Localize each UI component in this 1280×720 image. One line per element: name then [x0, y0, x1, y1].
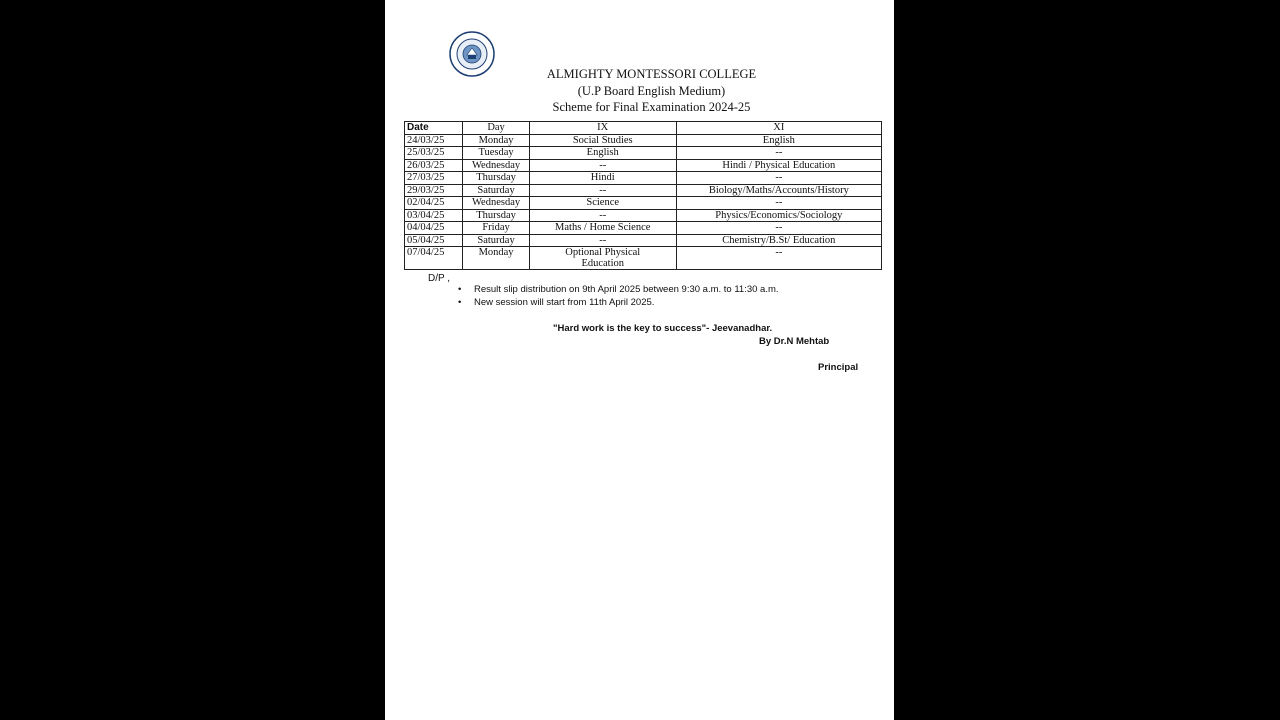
author-byline: By Dr.N Mehtab: [759, 336, 830, 347]
cell-date: 25/03/25: [405, 147, 463, 160]
cell-xi: Hindi / Physical Education: [676, 159, 881, 172]
cell-ix: --: [529, 184, 676, 197]
cell-xi: Chemistry/B.St/ Education: [676, 234, 881, 247]
cell-date: 27/03/25: [405, 172, 463, 185]
cell-date: 02/04/25: [405, 197, 463, 210]
table-row: [405, 234, 882, 247]
bullet-icon: •: [458, 297, 462, 308]
column-header-xi: XI: [676, 122, 881, 135]
cell-ix: Maths / Home Science: [529, 222, 676, 235]
cell-ix: Optional Physical Education: [529, 247, 676, 270]
cell-day: Saturday: [463, 234, 529, 247]
cell-day: Wednesday: [463, 159, 529, 172]
cell-xi: --: [676, 147, 881, 160]
cell-date: 03/04/25: [405, 209, 463, 222]
cell-day: Saturday: [463, 184, 529, 197]
table-header-row: [405, 122, 882, 135]
note-text: Result slip distribution on 9th April 2025 between 9:30 a.m. to 11:30 a.m.: [474, 284, 779, 295]
college-name: ALMIGHTY MONTESSORI COLLEGE: [546, 67, 757, 81]
exam-scheme-title: Scheme for Final Examination 2024-25: [552, 100, 751, 114]
motto-quote: "Hard work is the key to success"- Jeevanadhar.: [553, 323, 773, 334]
table-row: [405, 247, 882, 270]
principal-signature-label: Principal: [818, 362, 859, 373]
cell-date: 07/04/25: [405, 247, 463, 270]
cell-date: 26/03/25: [405, 159, 463, 172]
cell-day: Wednesday: [463, 197, 529, 210]
cell-xi: --: [676, 247, 881, 270]
cell-day: Friday: [463, 222, 529, 235]
cell-ix: --: [529, 209, 676, 222]
cell-xi: --: [676, 197, 881, 210]
column-header-ix: IX: [529, 122, 676, 135]
cell-date: 04/04/25: [405, 222, 463, 235]
cell-xi: Biology/Maths/Accounts/History: [676, 184, 881, 197]
cell-day: Thursday: [463, 209, 529, 222]
table-row: [405, 134, 882, 147]
table-row: [405, 172, 882, 185]
cell-xi: Physics/Economics/Sociology: [676, 209, 881, 222]
exam-schedule-table: [404, 121, 882, 270]
cell-ix: --: [529, 234, 676, 247]
cell-date: 29/03/25: [405, 184, 463, 197]
table-row: [405, 209, 882, 222]
cell-date: 24/03/25: [405, 134, 463, 147]
note-text: New session will start from 11th April 2025.: [474, 297, 655, 308]
cell-day: Monday: [463, 134, 529, 147]
table-row: [405, 197, 882, 210]
cell-day: Tuesday: [463, 147, 529, 160]
cell-xi: --: [676, 222, 881, 235]
cell-ix: --: [529, 159, 676, 172]
list-item: [458, 283, 779, 296]
list-item: [458, 296, 779, 309]
cell-ix: Social Studies: [529, 134, 676, 147]
cell-ix: English: [529, 147, 676, 160]
dp-label: D/P ,: [428, 273, 451, 284]
cell-ix: Science: [529, 197, 676, 210]
cell-ix: Hindi: [529, 172, 676, 185]
cell-xi: English: [676, 134, 881, 147]
board-name: (U.P Board English Medium): [577, 84, 726, 98]
table-row: [405, 184, 882, 197]
cell-day: Monday: [463, 247, 529, 270]
table-row: [405, 222, 882, 235]
table-row: [405, 147, 882, 160]
cell-xi: --: [676, 172, 881, 185]
column-header-day: Day: [463, 122, 529, 135]
bullet-icon: •: [458, 284, 462, 295]
cell-date: 05/04/25: [405, 234, 463, 247]
notes-list: [458, 283, 779, 309]
table-row: [405, 159, 882, 172]
cell-day: Thursday: [463, 172, 529, 185]
column-header-date: Date: [405, 122, 463, 135]
document-page: [385, 0, 894, 720]
